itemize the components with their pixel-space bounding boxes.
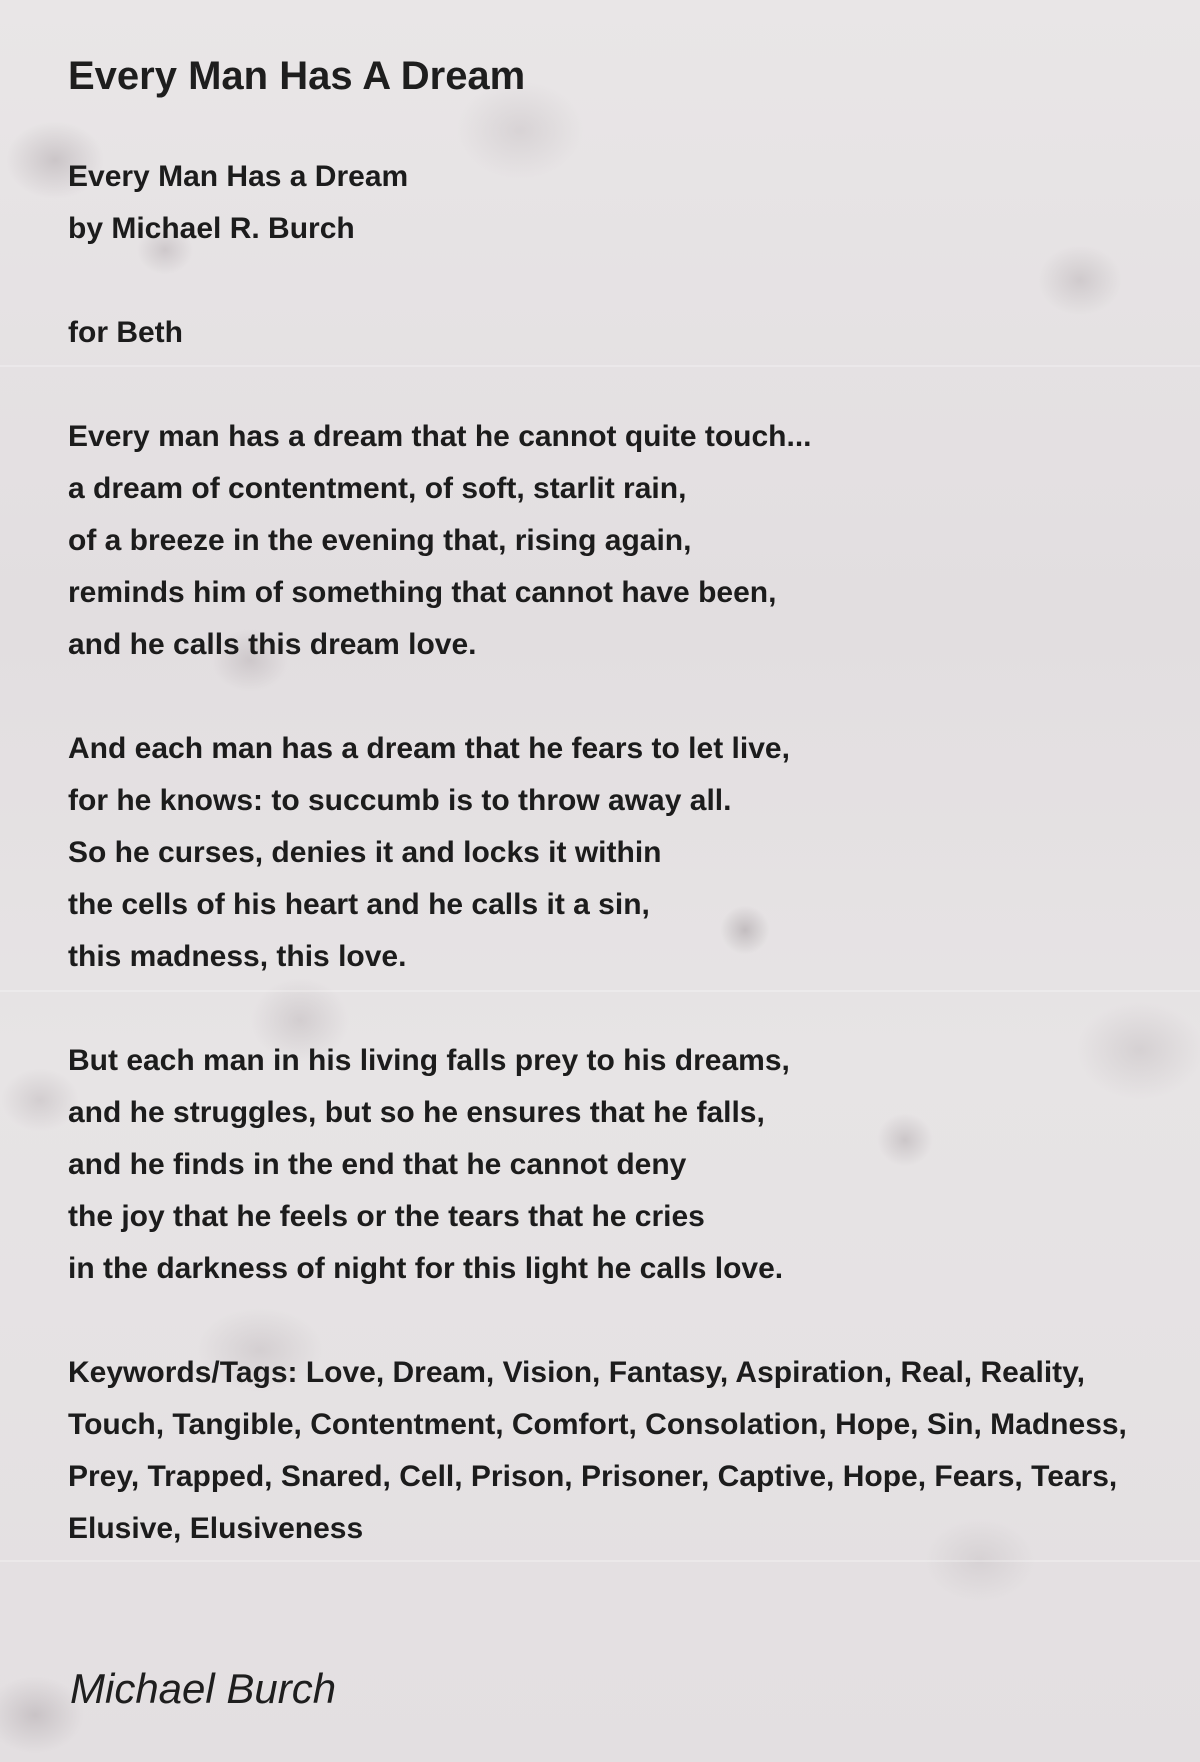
- poem-byline: by Michael R. Burch: [68, 212, 355, 245]
- blank-line: [68, 255, 1148, 307]
- poem-line: and he calls this dream love.: [68, 628, 477, 661]
- blank-line: [68, 1295, 1148, 1347]
- blank-line: [68, 983, 1148, 1035]
- poem-page: [68, 50, 1148, 1555]
- poem-line: But each man in his living falls prey to his dreams,: [68, 1044, 790, 1077]
- poem-line: and he finds in the end that he cannot deny: [68, 1148, 687, 1181]
- poem-line: So he curses, denies it and locks it within: [68, 836, 662, 869]
- poem-line: and he struggles, but so he ensures that he falls,: [68, 1096, 765, 1129]
- poem-line: this madness, this love.: [68, 940, 407, 973]
- poem-line: a dream of contentment, of soft, starlit rain,: [68, 472, 687, 505]
- poem-dedication: for Beth: [68, 316, 183, 349]
- poem-line: And each man has a dream that he fears to let live,: [68, 732, 790, 765]
- poem-line: Every man has a dream that he cannot quite touch...: [68, 420, 812, 453]
- poem-line: in the darkness of night for this light he calls love.: [68, 1252, 784, 1285]
- author-signature: Michael Burch: [70, 1665, 337, 1712]
- background-texture-seam: [0, 1560, 1200, 1562]
- poem-heading: Every Man Has a Dream: [68, 160, 409, 193]
- poem-line: reminds him of something that cannot have been,: [68, 576, 777, 609]
- poem-line: of a breeze in the evening that, rising again,: [68, 524, 692, 557]
- stanza-3: [68, 1035, 1148, 1295]
- poem-line: the joy that he feels or the tears that he cries: [68, 1200, 705, 1233]
- poem-line: for he knows: to succumb is to throw away all.: [68, 784, 732, 817]
- poem-line: the cells of his heart and he calls it a sin,: [68, 888, 650, 921]
- blank-line: [68, 359, 1148, 411]
- stanza-1: [68, 411, 1148, 671]
- blank-line: [68, 671, 1148, 723]
- keywords-tags: Keywords/Tags: Love, Dream, Vision, Fantasy, Aspiration, Real, Reality, Touch, Tangible, Contentment, Comfort, Consolation, Hope, Sin, Madness, Prey, Trapped, Snared, Cell, Prison, Prisoner, Captive, Hope, Fears, Tears, Elusive, Elusiveness: [68, 1356, 1127, 1545]
- poem-body: [68, 151, 1148, 1555]
- page-title: Every Man Has A Dream: [68, 54, 526, 98]
- stanza-2: [68, 723, 1148, 983]
